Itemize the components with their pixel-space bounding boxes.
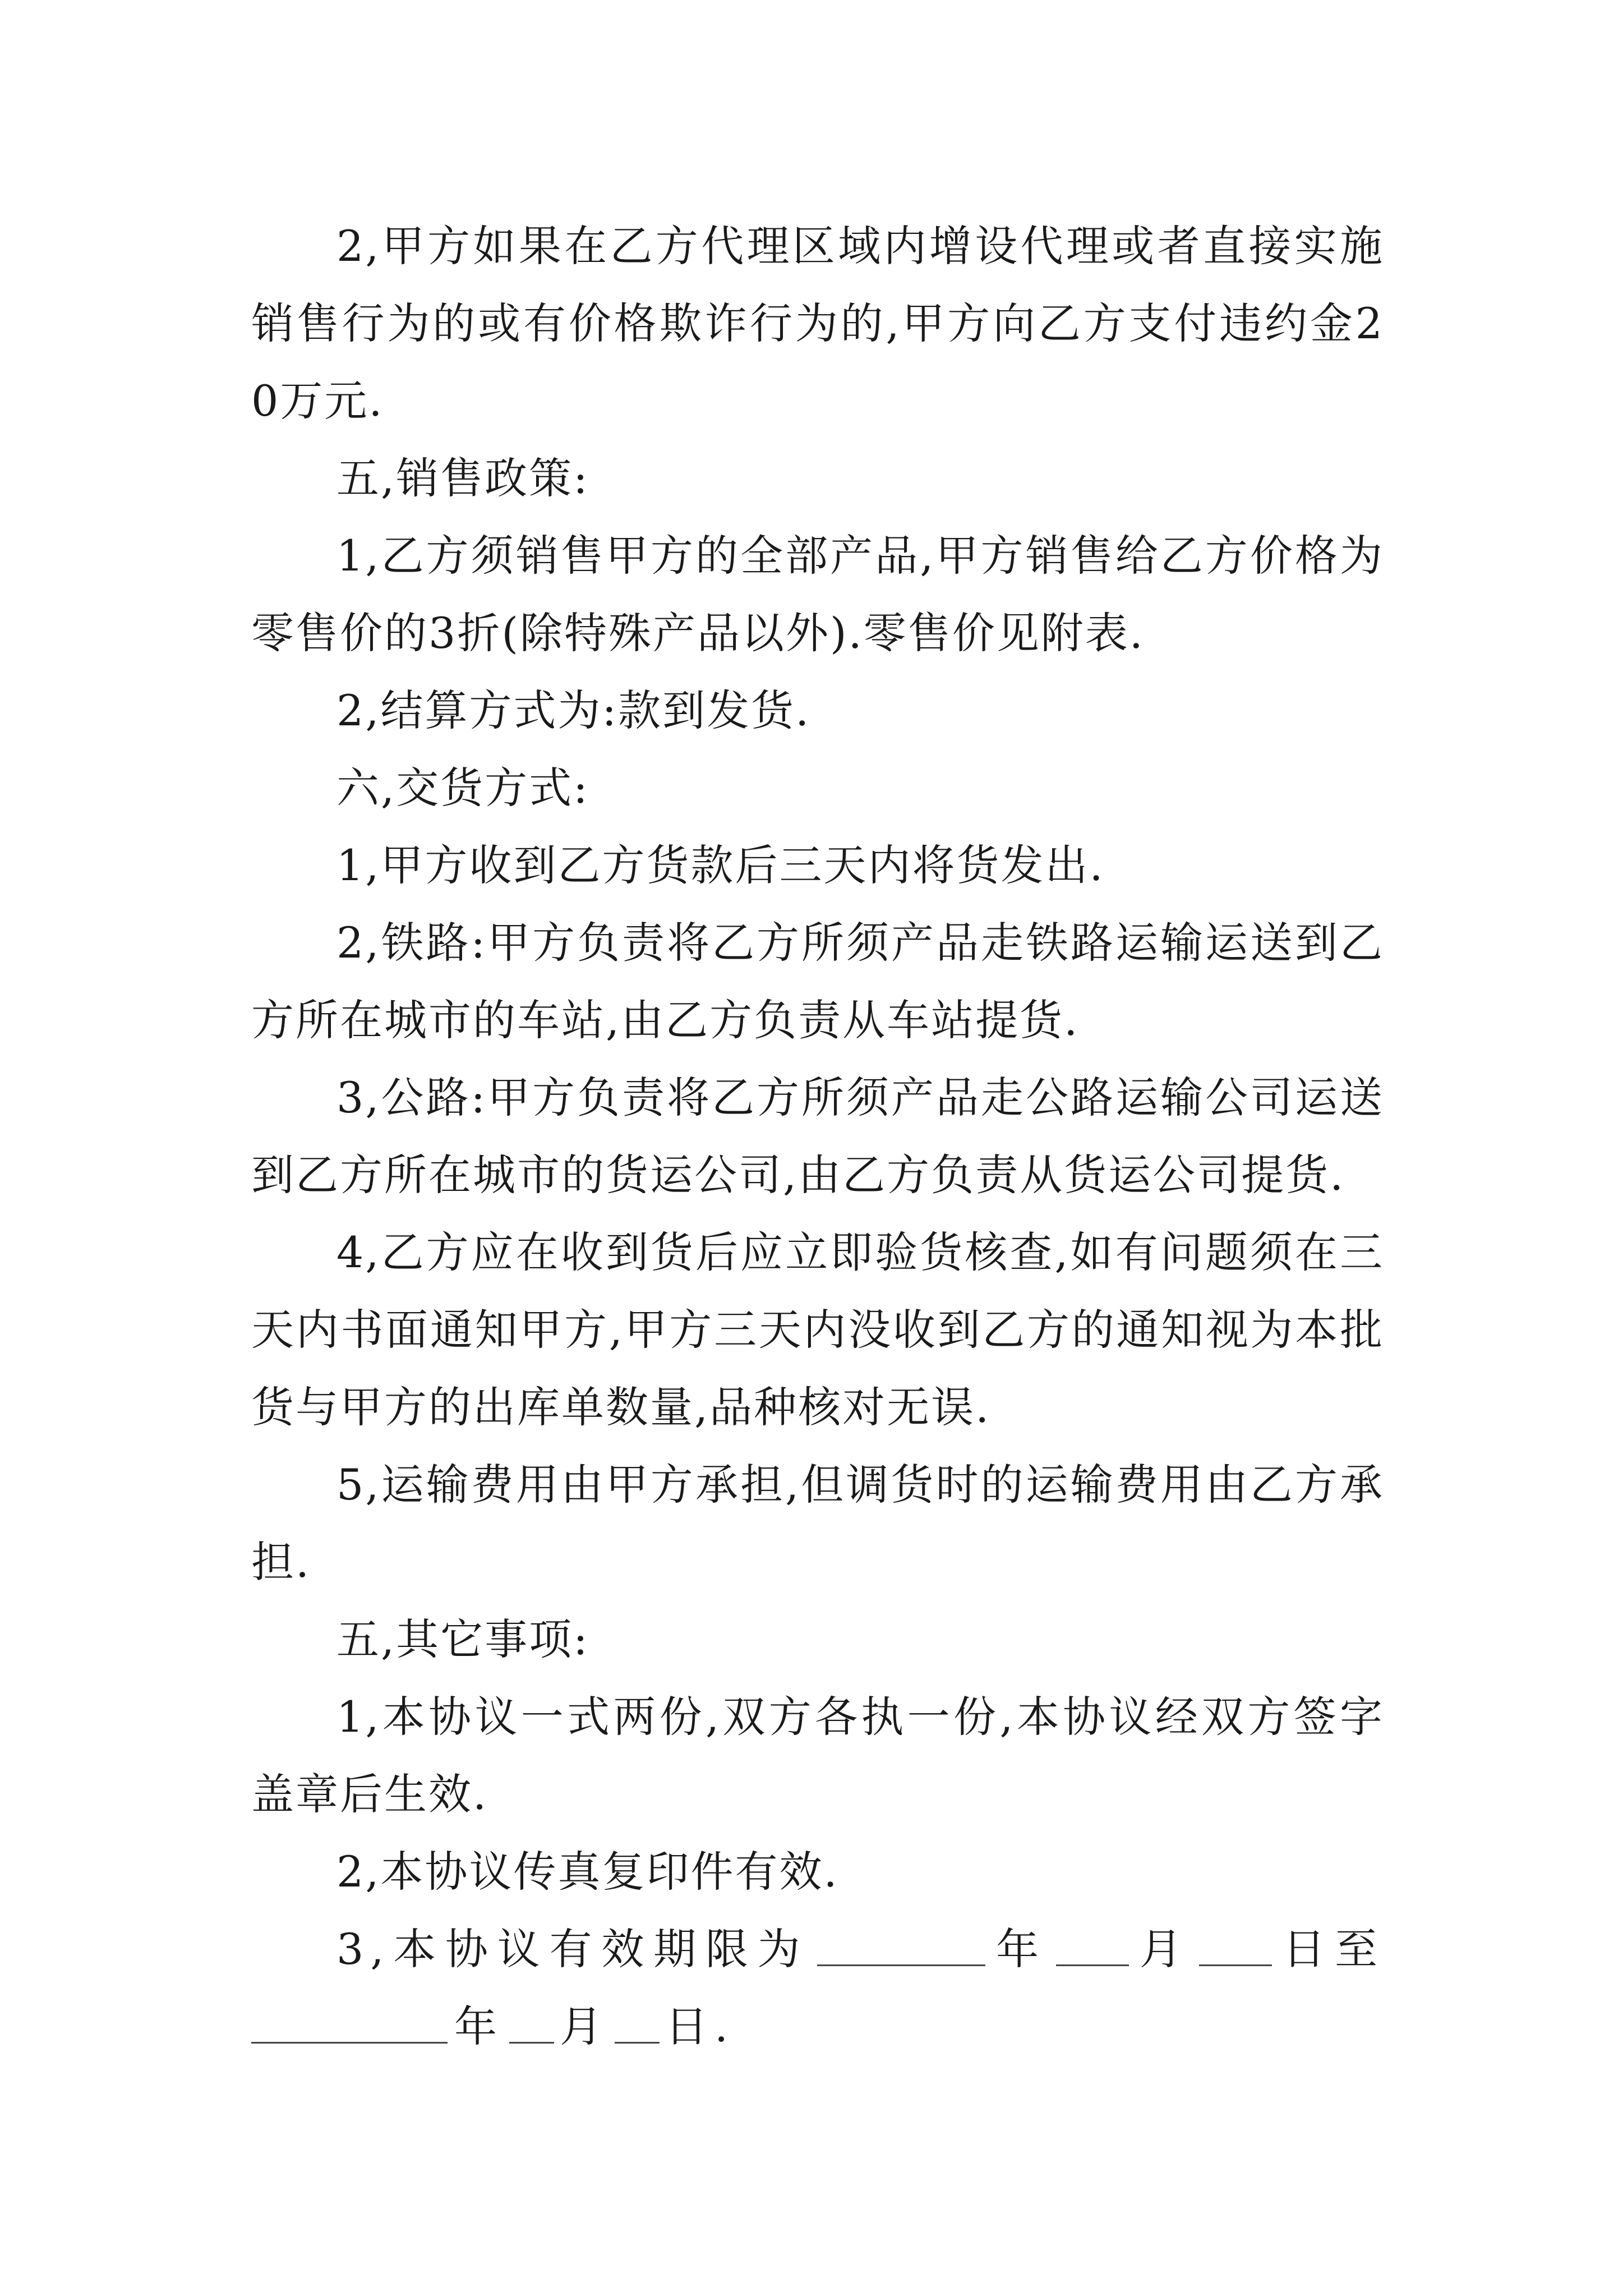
blank-end-day <box>615 2041 660 2044</box>
blank-start-year <box>817 1964 985 1966</box>
validity-month-1: 月 <box>1136 1924 1192 1974</box>
validity-month-2: 月 <box>560 2001 609 2051</box>
heading-sales-policy: 五,销售政策: <box>336 453 589 503</box>
validity-day-1: 日至 <box>1280 1924 1384 1974</box>
blank-start-month <box>1056 1964 1129 1966</box>
validity-year-2: 年 <box>454 2001 504 2051</box>
blank-start-day <box>1199 1964 1272 1966</box>
paragraph-shipping-time: 1,甲方收到乙方货款后三天内将货发出. <box>336 840 1105 890</box>
paragraph-validity-period <box>251 1911 1384 2065</box>
heading-delivery-method: 六,交货方式: <box>336 763 589 813</box>
paragraph-pricing: 1,乙方须销售甲方的全部产品,甲方销售给乙方价格为零售价的3折(除特殊产品以外).零售价见附表. <box>251 531 1384 658</box>
validity-year-1: 年 <box>993 1924 1048 1974</box>
document-body <box>251 208 1384 2065</box>
paragraph-freight-cost: 5,运输费用由甲方承担,但调货时的运输费用由乙方承担. <box>251 1460 1384 1587</box>
paragraph-penalty: 2,甲方如果在乙方代理区域内增设代理或者直接实施销售行为的或有价格欺诈行为的,甲方向乙方支付违约金20万元. <box>251 221 1384 426</box>
blank-end-month <box>509 2041 554 2044</box>
paragraph-inspection: 4,乙方应在收到货后应立即验货核查,如有问题须在三天内书面通知甲方,甲方三天内没收到乙方的通知视为本批货与甲方的出库单数量,品种核对无误. <box>251 1227 1384 1432</box>
validity-prefix: 3,本协议有效期限为 <box>336 1924 810 1974</box>
paragraph-settlement: 2,结算方式为:款到发货. <box>336 685 811 735</box>
paragraph-highway: 3,公路:甲方负责将乙方所须产品走公路运输公司运送到乙方所在城市的货运公司,由乙方负责从货运公司提货. <box>251 1073 1384 1200</box>
paragraph-railway: 2,铁路:甲方负责将乙方所须产品走铁路运输运送到乙方所在城市的车站,由乙方负责从车站提货. <box>251 918 1384 1045</box>
paragraph-fax-valid: 2,本协议传真复印件有效. <box>336 1847 839 1897</box>
heading-other-matters: 五,其它事项: <box>336 1614 589 1664</box>
blank-end-year <box>251 2041 448 2044</box>
validity-day-2: 日. <box>665 2001 735 2051</box>
paragraph-copies: 1,本协议一式两份,双方各执一份,本协议经双方签字盖章后生效. <box>251 1692 1384 1819</box>
